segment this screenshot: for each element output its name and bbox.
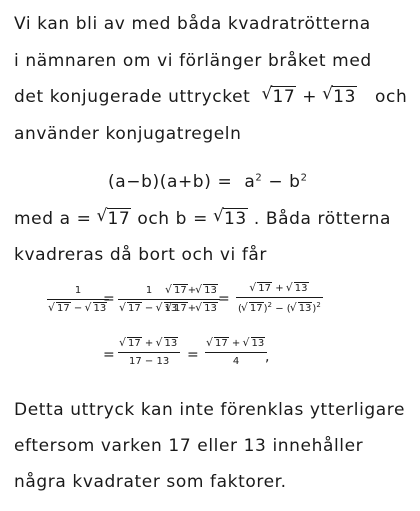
text-line: Detta uttryck kan inte förenklas ytterligare xyxy=(14,400,406,420)
radical: √ 17 xyxy=(262,87,296,107)
fraction: √ 17+√ 13 √ 17+√ 13 xyxy=(164,285,220,314)
text-line: kvadreras då bort och vi får xyxy=(14,245,268,265)
text-fragment: och xyxy=(375,87,408,107)
text-line: i nämnaren om vi förlänger bråket med xyxy=(14,51,372,71)
text-line: använder konjugatregeln xyxy=(14,124,242,144)
text-line: eftersom varken 17 eller 13 innehåller xyxy=(14,436,364,456)
fraction: √ 17 + √ 13 (√ 17)$^2$ − (√ 13)$^2$ xyxy=(236,283,323,314)
conjugate-rule: $(a-b)(a+b) = a^2 - b^2$ xyxy=(108,172,308,192)
text-line: Vi kan bli av med båda kvadratrötterna xyxy=(14,14,371,34)
radical: √ 17 xyxy=(98,209,132,229)
equals-sign: = xyxy=(187,347,199,363)
equals-sign: = xyxy=(103,291,115,307)
equals-sign: = xyxy=(218,291,230,307)
fraction: 1 √ 17 − √ 13 xyxy=(47,285,109,314)
radical: √ 13 xyxy=(214,209,248,229)
comma: , xyxy=(265,349,270,365)
text-line: med a = √ 17 och b = √ 13 . Båda rötterna xyxy=(14,209,391,229)
fraction: √ 17 + √ 13 17 − 13 xyxy=(118,338,180,367)
text-line xyxy=(14,87,407,107)
equals-sign: = xyxy=(103,347,115,363)
radical: √ 13 xyxy=(323,87,357,107)
fraction: 1 √ 17 − √ 13 xyxy=(118,285,180,314)
fraction: √ 17 + √ 13 4 xyxy=(205,338,267,367)
plus-sign: + xyxy=(302,87,318,107)
text-line: några kvadrater som faktorer. xyxy=(14,472,287,492)
text-fragment: det konjugerade uttrycket xyxy=(14,87,251,107)
